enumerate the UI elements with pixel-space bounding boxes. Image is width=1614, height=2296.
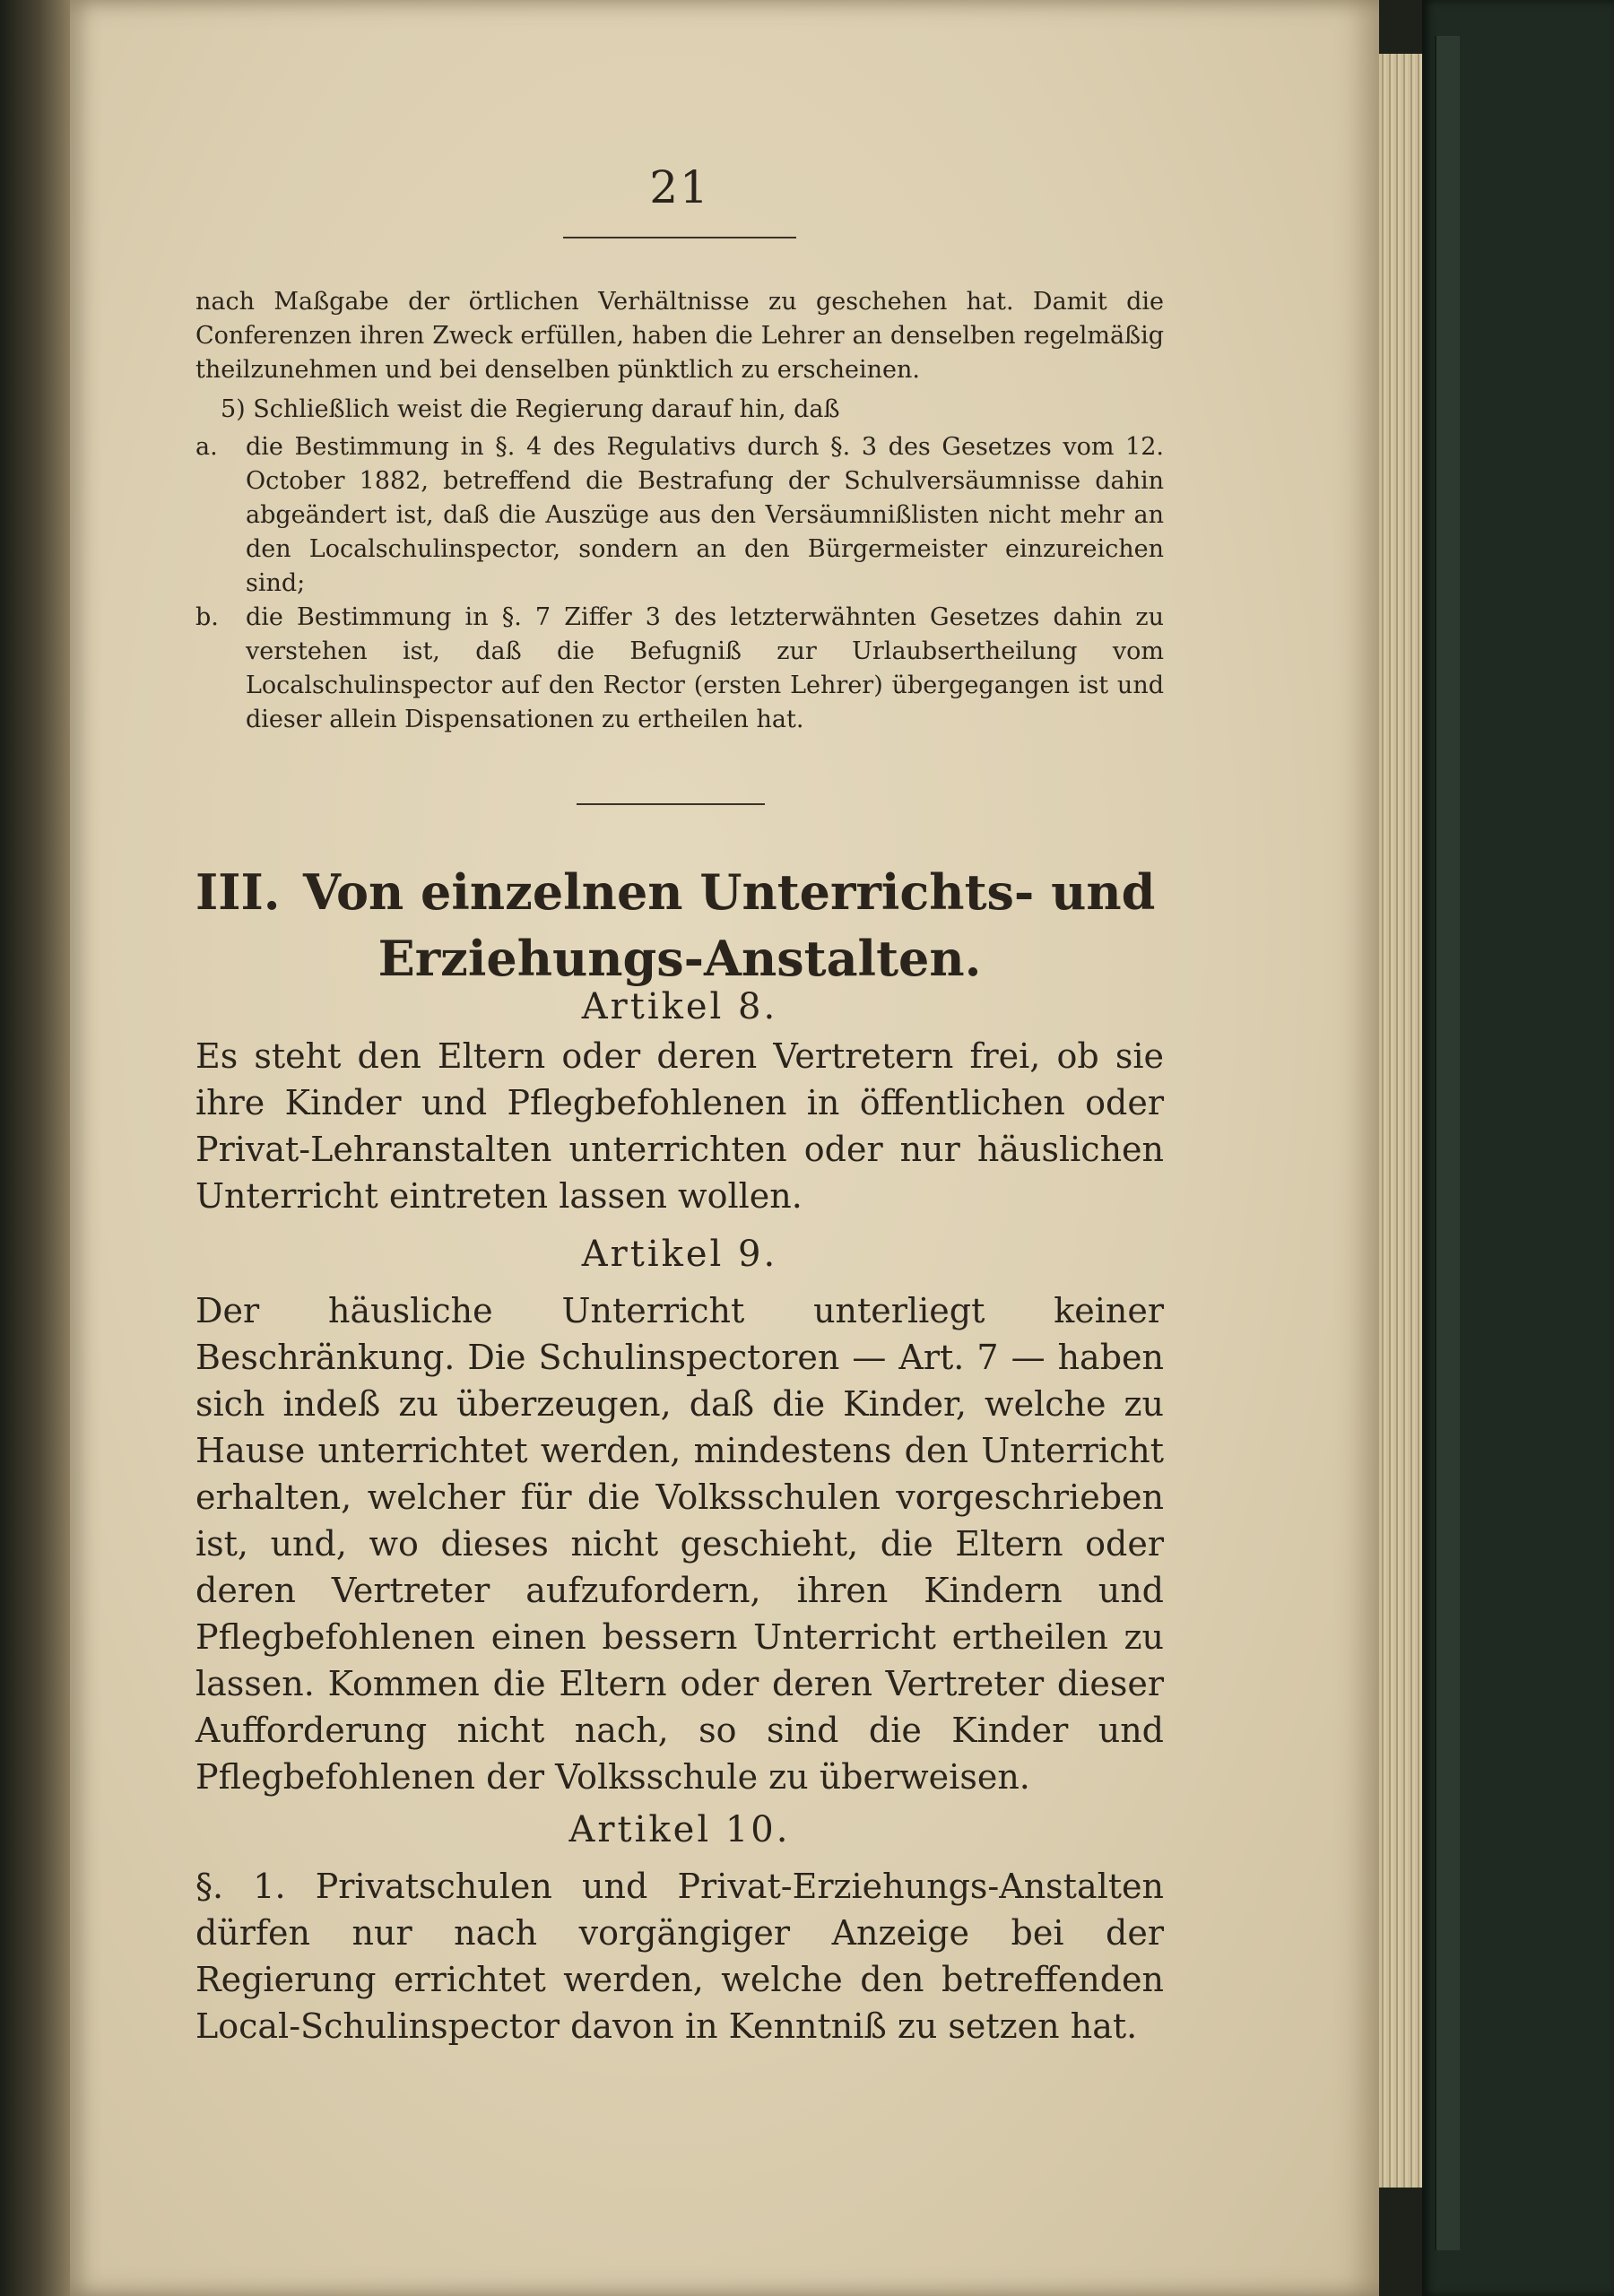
list-item-text: die Bestimmung in §. 4 des Regulativs durch §. 3 des Gesetzes vom 12. October 1882, betreffend die Bestrafung der Schulversäumnisse dahin abgeändert ist, daß die Auszüge aus den Versäumnißlisten nicht mehr an den Localschulinspector, sondern an den Bürgermeister einzureichen sind; — [246, 433, 1164, 597]
list-item-b — [195, 601, 1164, 780]
page-number: 21 — [649, 161, 710, 213]
article-8-title: Artikel 8. — [581, 986, 778, 1027]
list-item-text: die Bestimmung in §. 7 Ziffer 3 des letzterwähnten Gesetzes dahin zu verstehen ist, daß die Befugniß zur Urlaubsertheilung vom Localschulinspector auf den Rector (ersten Lehrer) übergegangen ist und dieser allein Dispensationen zu ertheilen hat. — [246, 603, 1164, 733]
section-numeral: III. — [195, 863, 281, 921]
article-9-title: Artikel 9. — [581, 1234, 778, 1275]
article-9-text: Der häusliche Unterricht unterliegt keiner Beschränkung. Die Schulinspectoren — Art. 7 — haben sich indeß zu überzeugen, daß die Kinder, welche zu Hause unterrichtet werden, mindestens den Unterricht erhalten, welcher für die Volksschulen vorgeschrieben ist, und, wo dieses nicht geschieht, die Eltern oder deren Vertreter aufzufordern, ihren Kindern und Pflegbefohlenen einen bessern Unterricht ertheilen zu lassen. Kommen die Eltern oder deren Vertreter dieser Aufforderung nicht nach, so sind die Kinder und Pflegbefohlenen der Volksschule zu überweisen. — [195, 1291, 1164, 1797]
article-10-text: §. 1. Privatschulen und Privat-Erziehungs-Anstalten dürfen nur nach vorgängiger Anzeige bei der Regierung errichtet werden, welche den betreffenden Local-Schulinspector davon in Kenntniß zu setzen hat. — [195, 1867, 1164, 2046]
list-item-label: b. — [195, 603, 219, 631]
list-item-a — [195, 430, 1164, 610]
section-title-line-2: Erziehungs-Anstalten. — [377, 930, 982, 987]
page-number-rule — [563, 237, 796, 238]
section-separator — [577, 803, 765, 805]
cover-board-edge — [1435, 36, 1460, 2250]
section-title-line-1: Von einzelnen Unterrichts- und — [303, 863, 1156, 921]
article-8-text: Es steht den Eltern oder deren Vertretern frei, ob sie ihre Kinder und Pflegbefohlenen in öffentlichen oder Privat-Lehranstalten unterrichten oder nur häuslichen Unterricht eintreten lassen wollen. — [195, 1036, 1164, 1216]
point-5: 5) Schließlich weist die Regierung darauf hin, daß — [221, 395, 840, 423]
page-stack-edge — [1379, 54, 1422, 2188]
previous-page-edge — [0, 0, 70, 2296]
list-item-label: a. — [195, 433, 218, 461]
article-10-title: Artikel 10. — [568, 1809, 791, 1850]
intro-paragraph: nach Maßgabe der örtlichen Verhältnisse zu geschehen hat. Damit die Conferenzen ihren Zweck erfüllen, haben die Lehrer an denselben regelmäßig theilzunehmen und bei denselben pünktlich zu erscheinen. — [195, 288, 1164, 384]
